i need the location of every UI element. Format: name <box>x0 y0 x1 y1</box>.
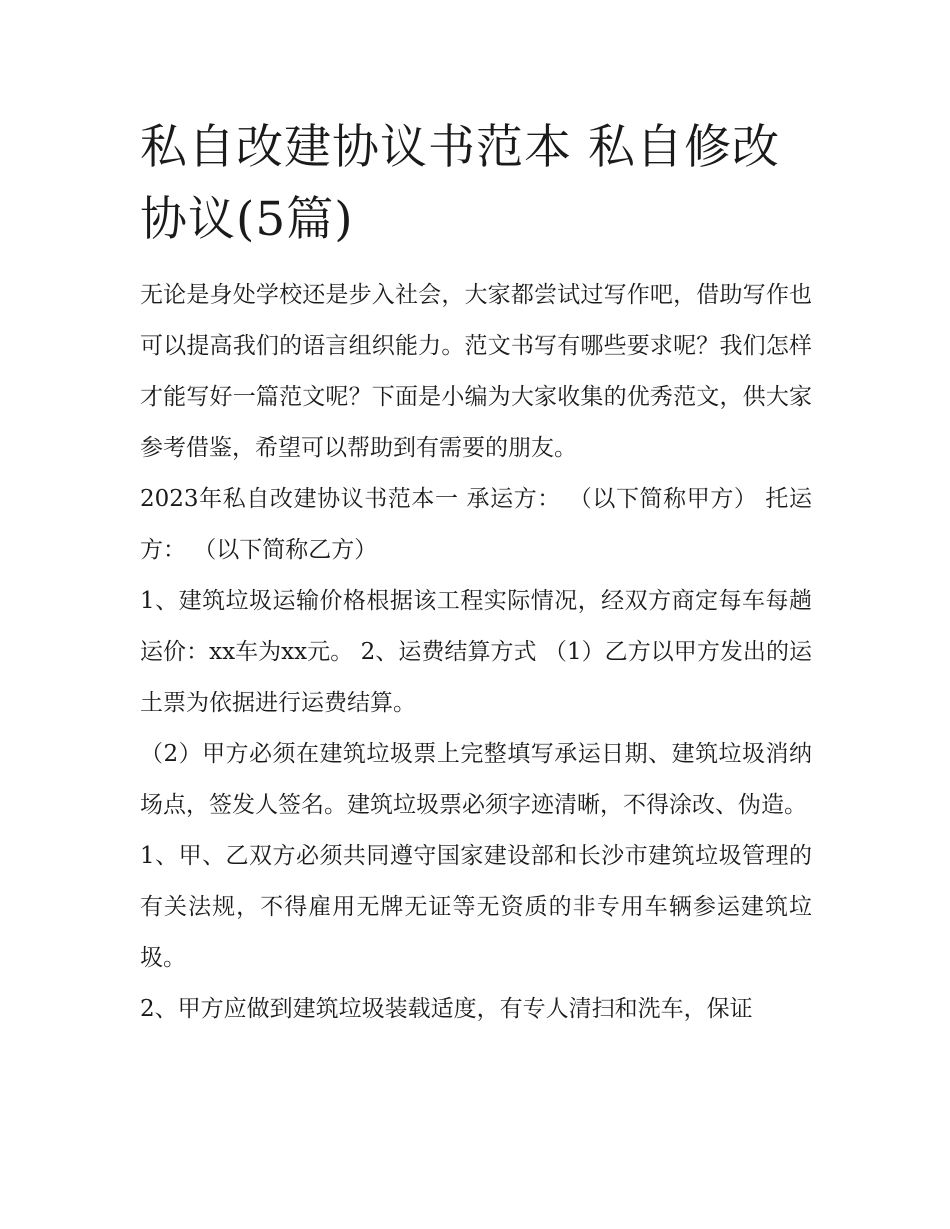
paragraph-clause-regulations: 1、甲、乙双方必须共同遵守国家建设部和长沙市建筑垃圾管理的有关法规，不得雇用无牌无证等无资质的非专用车辆参运建筑垃圾。 <box>140 843 812 971</box>
document-title: 私自改建协议书范本 私自修改协议(5篇) <box>140 120 780 247</box>
paragraph-parties: 2023年私自改建协议书范本一 承运方： （以下简称甲方） 托运方： （以下简称乙方） <box>140 486 812 563</box>
paragraph-intro: 无论是身处学校还是步入社会，大家都尝试过写作吧，借助写作也可以提高我们的语言组织能力。范文书写有哪些要求呢？我们怎样才能写好一篇范文呢？下面是小编为大家收集的优秀范文，供大家参考借鉴，希望可以帮助到有需要的朋友。 <box>140 282 812 461</box>
document-body <box>140 112 812 1035</box>
paragraph-clause-price: 1、建筑垃圾运输价格根据该工程实际情况，经双方商定每车每趟运价：xx车为xx元。 2、运费结算方式 （1）乙方以甲方发出的运土票为依据进行运费结算。 <box>140 588 812 716</box>
paragraph-clause-loading: 2、甲方应做到建筑垃圾装载适度，有专人清扫和洗车，保证 <box>140 996 753 1022</box>
paragraph-clause-ticket: （2）甲方必须在建筑垃圾票上完整填写承运日期、建筑垃圾消纳场点，签发人签名。建筑垃圾票必须字迹清晰，不得涂改、伪造。 <box>140 741 812 818</box>
